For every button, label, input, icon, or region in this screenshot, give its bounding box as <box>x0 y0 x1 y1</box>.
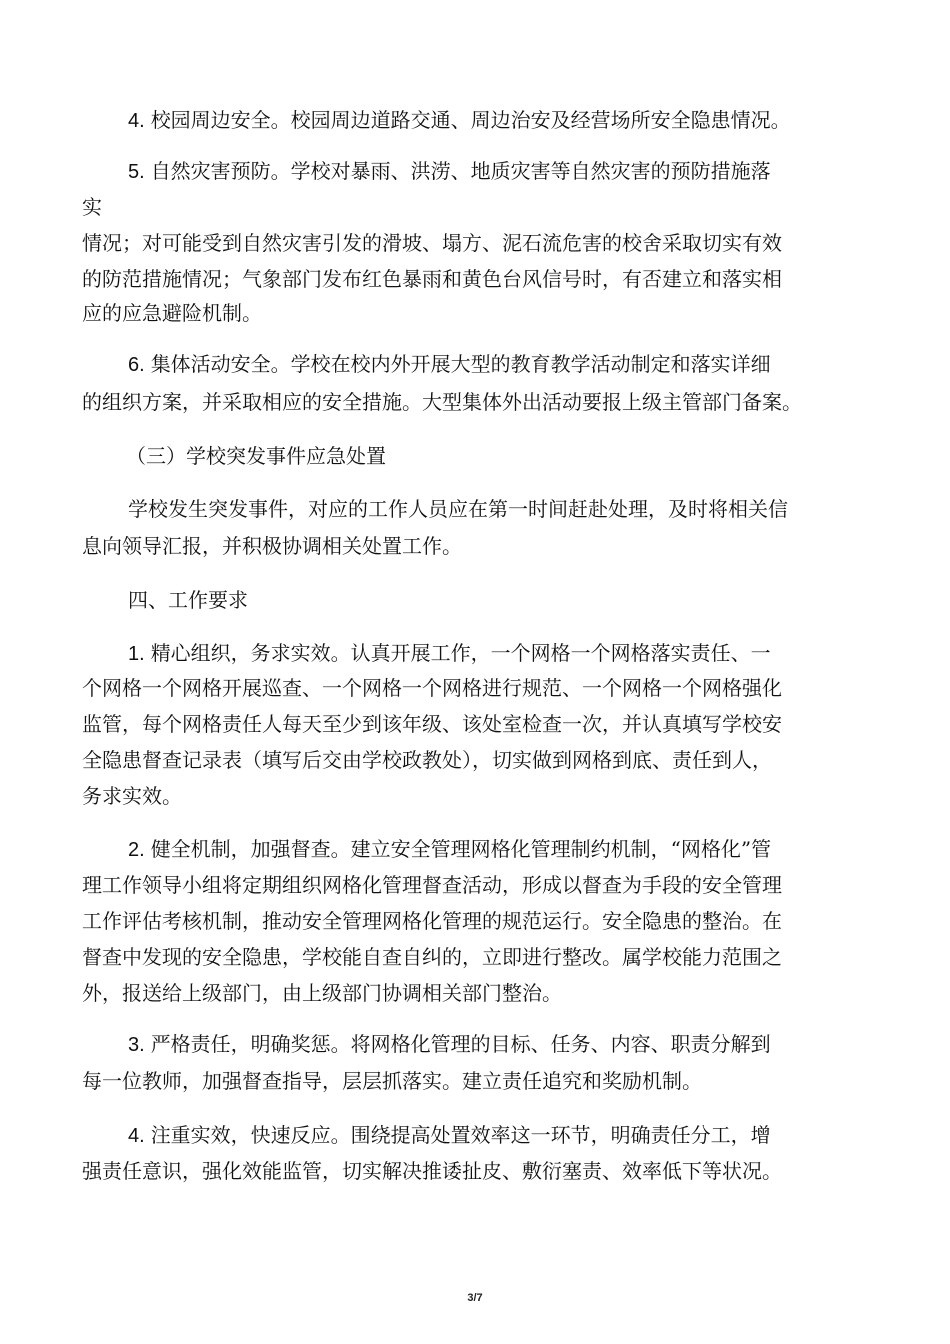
list-number: 2. <box>128 839 145 861</box>
paragraph-text: 精心组织，务求实效。认真开展工作，一个网格一个网格落实责任、一 <box>150 641 771 665</box>
list-number: 4. <box>128 1125 145 1147</box>
paragraph-text: 自然灾害预防。学校对暴雨、洪涝、地质灾害等自然灾害的预防措施落 <box>150 159 771 183</box>
paragraph-item-6-line-2: 的组织方案，并采取相应的安全措施。大型集体外出活动要报上级主管部门备案。 <box>82 390 802 414</box>
paragraph-item-5-line-3: 情况；对可能受到自然灾害引发的滑坡、塌方、泥石流危害的校舍采取切实有效 <box>82 231 782 255</box>
paragraph-req-2-line-2: 理工作领导小组将定期组织网格化管理督查活动，形成以督查为手段的安全管理 <box>82 873 782 897</box>
paragraph-item-5-line-4: 的防范措施情况；气象部门发布红色暴雨和黄色台风信号时，有否建立和落实相 <box>82 267 782 291</box>
list-number: 4. <box>128 110 145 132</box>
paragraph-emergency-line-2: 息向领导汇报，并积极协调相关处置工作。 <box>82 534 462 558</box>
list-number: 1. <box>128 643 145 665</box>
paragraph-text: 健全机制，加强督查。建立安全管理网格化管理制约机制，“网格化”管 <box>150 837 772 861</box>
paragraph-req-4-line-2: 强责任意识，强化效能监管，切实解决推诿扯皮、敷衍塞责、效率低下等状况。 <box>82 1159 782 1183</box>
paragraph-req-1-line-4: 全隐患督查记录表（填写后交由学校政教处），切实做到网格到底、责任到人， <box>82 748 772 772</box>
paragraph-text: 校园周边安全。校园周边道路交通、周边治安及经营场所安全隐患情况。 <box>150 108 791 132</box>
section-heading: 四、工作要求 <box>128 588 248 612</box>
paragraph-req-1-line-3: 监管，每个网格责任人每天至少到该年级、该处室检查一次，并认真填写学校安 <box>82 712 782 736</box>
paragraph-req-3-line-1 <box>0 1031 950 1058</box>
paragraph-req-2-line-5: 外，报送给上级部门，由上级部门协调相关部门整治。 <box>82 981 562 1005</box>
paragraph-item-4-line-1 <box>0 107 950 134</box>
section-heading: （三）学校突发事件应急处置 <box>126 444 386 468</box>
paragraph-req-1-line-2: 个网格一个网格开展巡查、一个网格一个网格进行规范、一个网格一个网格强化 <box>82 676 782 700</box>
paragraph-text: 集体活动安全。学校在校内外开展大型的教育教学活动制定和落实详细 <box>150 352 771 376</box>
list-number: 6. <box>128 354 145 376</box>
page-number: 3/7 <box>467 1292 483 1304</box>
paragraph-item-5-line-2: 实 <box>82 195 102 219</box>
paragraph-text: 严格责任，明确奖惩。将网格化管理的目标、任务、内容、职责分解到 <box>150 1032 771 1056</box>
paragraph-text: 注重实效，快速反应。围绕提高处置效率这一环节，明确责任分工，增 <box>150 1123 771 1147</box>
paragraph-req-4-line-1 <box>0 1122 950 1149</box>
paragraph-item-5-line-5: 应的应急避险机制。 <box>82 301 262 325</box>
paragraph-req-1-line-1 <box>0 640 950 667</box>
list-number: 5. <box>128 161 145 183</box>
paragraph-req-2-line-1 <box>0 836 950 863</box>
paragraph-req-1-line-5: 务求实效。 <box>82 784 182 808</box>
paragraph-emergency-line-1: 学校发生突发事件，对应的工作人员应在第一时间赶赴处理，及时将相关信 <box>128 497 788 521</box>
paragraph-item-6-line-1 <box>0 351 950 378</box>
paragraph-req-3-line-2: 每一位教师，加强督查指导，层层抓落实。建立责任追究和奖励机制。 <box>82 1069 702 1093</box>
paragraph-item-5-line-1 <box>0 158 950 185</box>
list-number: 3. <box>128 1034 145 1056</box>
paragraph-req-2-line-4: 督查中发现的安全隐患，学校能自查自纠的，立即进行整改。属学校能力范围之 <box>82 945 782 969</box>
paragraph-req-2-line-3: 工作评估考核机制，推动安全管理网格化管理的规范运行。安全隐患的整治。在 <box>82 909 782 933</box>
